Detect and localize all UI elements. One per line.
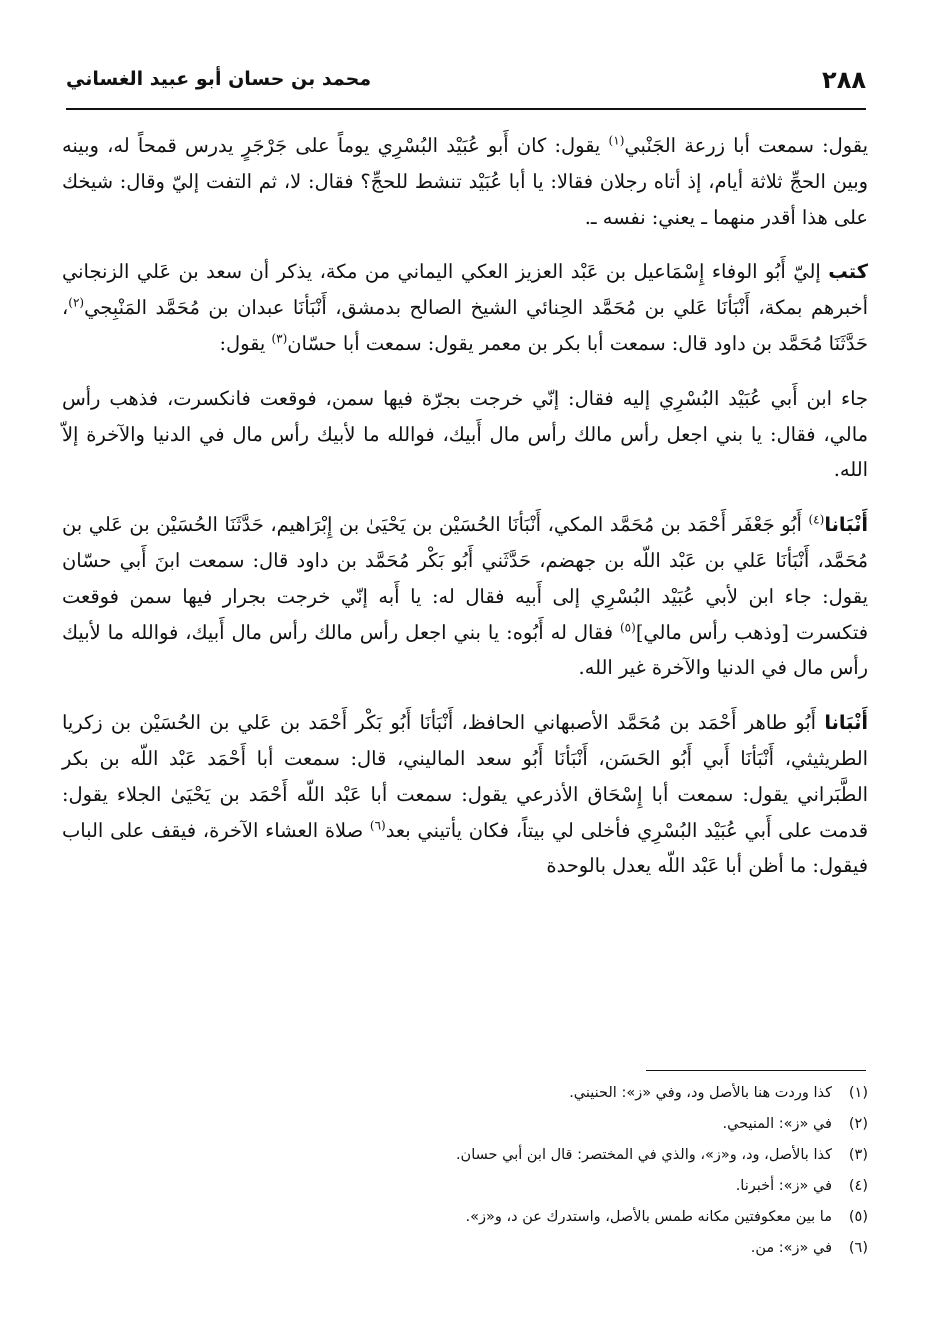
footnote-number: (٢) xyxy=(848,1116,868,1132)
text-segment: يقول: سمعت أبا زرعة الجَنْبي xyxy=(624,134,868,157)
footnote-number: (١) xyxy=(848,1085,868,1101)
footnote-number: (٤) xyxy=(848,1178,868,1194)
paragraph-lead-word: كتب xyxy=(828,260,868,284)
text-segment: إليّ أَبُو الوفاء إِسْمَاعيل بن عَبْد العزيز العكي اليماني من مكة، يذكر أن سعد بن عَلي الزنجاني أخبرهم بمكة، أَنْبَأنَا عَلي بن مُحَمَّد الحِنائي الشيخ الصالح بدمشق، أَنْبَأنَا عبدان بن مُحَمَّد المَنْبِجي xyxy=(62,260,868,320)
text-segment: صلاة العشاء الآخرة، فيقف على الباب فيقول: ما أظن أبا عَبْد اللّه يعدل بالوحدة xyxy=(62,818,868,878)
footnote xyxy=(62,1171,868,1202)
footnotes xyxy=(62,1078,868,1264)
footnote-reference: (٥) xyxy=(619,620,636,635)
paragraph xyxy=(62,381,868,488)
footnote-reference: (٣) xyxy=(271,331,288,346)
footnote-text: كذا بالأصل، ود، و«ز»، والذي في المختصر: قال ابن أبي حسان. xyxy=(455,1147,832,1163)
text-segment: يقول: كان أَبو عُبَيْد البُسْرِي يوماً على جَرْجَرٍ يدرس قمحاً له، وبينه وبين الحجِّ ثلاثة أيام، إذ أتاه رجلان فقالا: يا أبا عُبَيْد تنشط للحجِّ؟ فقال: لا، ثم التفت إليّ وقال: شيخك على هذا أقدر منهما ـ يعني: نفسه ـ. xyxy=(62,134,868,229)
running-title: محمد بن حسان أبو عبيد الغساني xyxy=(66,68,372,90)
paragraph-lead-word: أَنْبَانا xyxy=(824,711,868,735)
footnote xyxy=(62,1078,868,1109)
text-segment: جاء ابن أَبي عُبَيْد البُسْرِي إليه فقال: إنّي خرجت بجرّة فيها سمن، فوقعت فانكسرت، فذهب رأس مالي، فقال: يا بني اجعل رأس مالك رأس مال أَبيك، فوالله ما لأبيك رأس مال في الدنيا والآخرة إلاّ الله. xyxy=(62,386,868,482)
paragraph xyxy=(62,507,868,686)
text-segment: ، حَدَّثَنَا مُحَمَّد بن داود قال: سمعت أبا بكر بن معمر يقول: سمعت أبا حسّان xyxy=(62,296,868,355)
text-segment: أَبُو جَعْفَر أَحْمَد بن مُحَمَّد المكي، أَنْبَأنَا الحُسَيْن بن يَحْيَىٰ بن إِبْرَاهيم، حَدَّثَنَا الحُسَيْن بن عَلي بن مُحَمَّد، أَنْبَأنَا عَلي بن عَبْد اللّه بن جهضم، حَدَّثَني أَبُو بَكْر مُحَمَّد بن داود قال: سمعت ابنَ أَبي حسّان يقول: جاء ابن لأبي عُبَيْد البُسْرِي إلى أَبيه فقال له: يا أَبه إنّي خرجت بجرار فيها سمن فوقعت فتكسرت [وذهب رأس مالي] xyxy=(62,513,868,644)
footnote xyxy=(62,1233,868,1264)
footnote-reference: (٤) xyxy=(808,512,825,527)
page-header xyxy=(66,62,866,102)
footnote-reference: (٢) xyxy=(68,295,85,310)
footnote-number: (٦) xyxy=(848,1240,868,1256)
paragraph xyxy=(62,705,868,884)
page-number: ٢٨٨ xyxy=(822,66,866,94)
footnote-rule xyxy=(646,1070,866,1071)
footnote-text: كذا وردت هنا بالأصل ود، وفي «ز»: الحنيني. xyxy=(569,1085,832,1101)
paragraph xyxy=(62,128,868,235)
footnote-number: (٥) xyxy=(848,1209,868,1225)
footnote-text: ما بين معكوفتين مكانه طمس بالأصل، واستدرك عن د، و«ز». xyxy=(465,1209,832,1225)
paragraph-lead-word: أَنْبَانا xyxy=(824,513,868,537)
header-rule xyxy=(66,108,866,110)
footnote-text: في «ز»: من. xyxy=(750,1240,832,1256)
text-segment: يقول: xyxy=(219,331,272,355)
main-text xyxy=(62,128,868,903)
text-segment: فقال له أَبُوه: يا بني اجعل رأس مالك رأس مال أَبيك، فوالله ما لأبيك رأس مال في الدنيا والآخرة غير الله. xyxy=(62,620,868,680)
footnote xyxy=(62,1140,868,1171)
footnote-reference: (١) xyxy=(608,133,625,148)
footnote-number: (٣) xyxy=(848,1147,868,1163)
footnote-text: في «ز»: أخبرنا. xyxy=(735,1178,832,1194)
footnote xyxy=(62,1202,868,1233)
footnote-text: في «ز»: المنيحي. xyxy=(722,1116,832,1132)
footnote xyxy=(62,1109,868,1140)
paragraph xyxy=(62,254,868,361)
footnote-reference: (٦) xyxy=(369,818,386,833)
text-segment: أَبُو طاهر أَحْمَد بن مُحَمَّد الأصبهاني الحافظ، أَنْبَأنَا أَبُو بَكْر أَحْمَد بن عَلي بن الحُسَيْن بن زكريا الطريثيثي، أَنْبَأنَا أَبي أَبُو الحَسَن، أَنْبَأنَا أَبُو سعد الماليني، قال: سمعت أبا أَحْمَد عَبْد اللّه بن بكر الطَّبَراني يقول: سمعت أبا إِسْحَاق الأذرعي يقول: سمعت أبا عَبْد اللّه أَحْمَد بن يَحْيَىٰ الجلاء يقول: قدمت على أَبي عُبَيْد البُسْرِي فأخلى لي بيتاً، فكان يأتيني بعد xyxy=(62,711,868,842)
